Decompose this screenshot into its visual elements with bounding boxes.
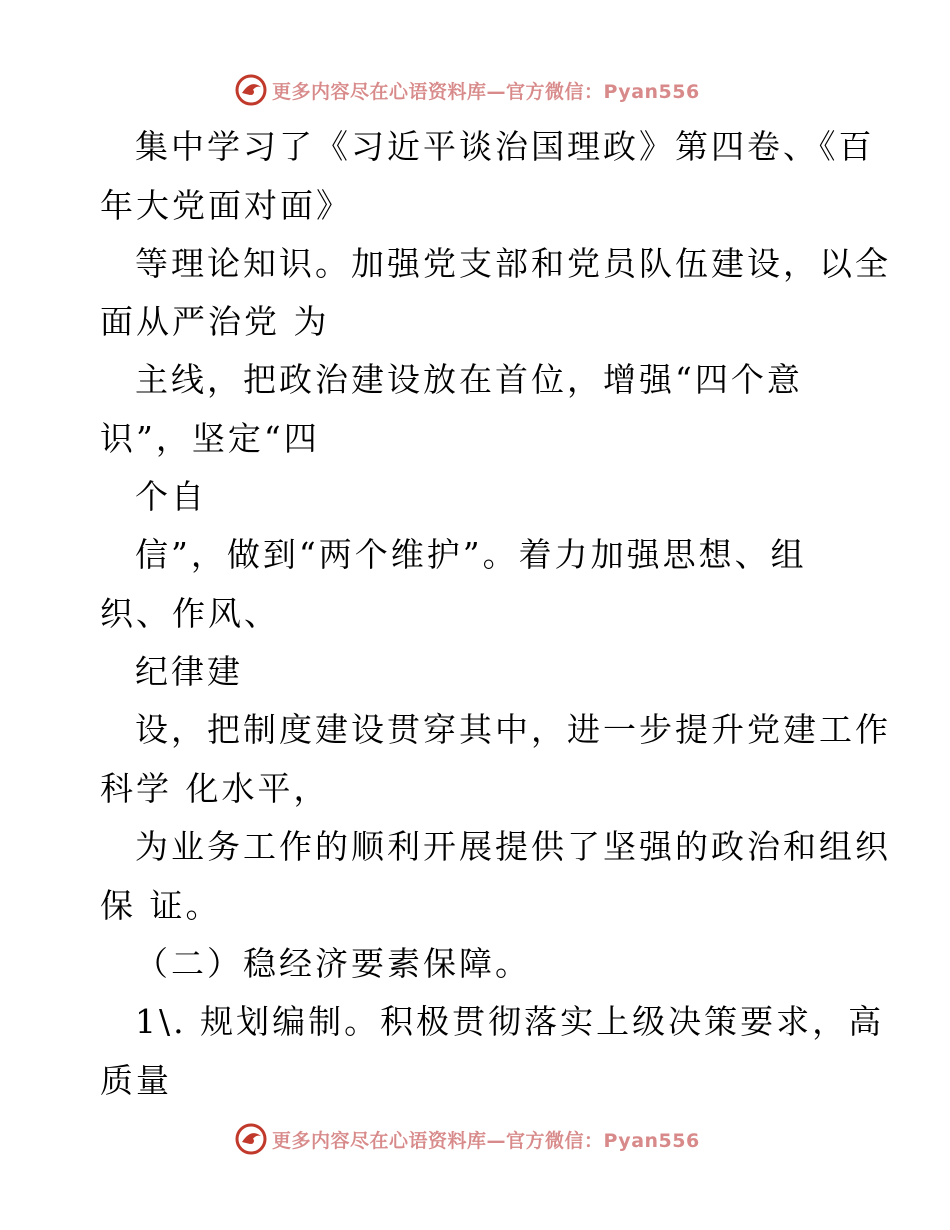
- text-line: 个自: [135, 477, 207, 516]
- text-line: 等理论知识。加强党支部和党员队伍建设，以全: [135, 244, 891, 283]
- watermark-wechat-label: 官方微信：: [506, 1129, 604, 1152]
- header-watermark: [234, 72, 700, 108]
- text-line: 识”，坚定“四: [100, 419, 320, 458]
- text-line: 1\. 规划编制。积极贯彻落实上级决策要求，高: [135, 1002, 885, 1041]
- text-line: 集中学习了《习近平谈治国理政》第四卷、《百: [135, 127, 875, 166]
- section-heading: （二）稳经济要素保障。: [135, 944, 531, 983]
- swirl-logo-icon: [234, 73, 268, 107]
- text-line: 设，把制度建设贯穿其中，进一步提升党建工作: [135, 710, 891, 749]
- watermark-brand: 更多内容尽在心语资料库: [272, 1129, 487, 1152]
- watermark-brand: 更多内容尽在心语资料库: [272, 80, 487, 103]
- footer-watermark: [234, 1121, 700, 1157]
- watermark-text: [272, 1126, 700, 1153]
- text-line: 织、作风、: [100, 594, 280, 633]
- text-line: 保 证。: [100, 886, 222, 925]
- text-line: 质量: [100, 1061, 172, 1100]
- watermark-wechat-id: Pyan556: [603, 1129, 700, 1152]
- text-line: 信”，做到“两个维护”。着力加强思想、组: [135, 535, 807, 574]
- watermark-separator: —: [486, 1129, 507, 1152]
- text-line: 年大党面对面》: [100, 186, 352, 225]
- text-line: 科学 化水平，: [100, 769, 330, 808]
- text-line: 为业务工作的顺利开展提供了坚强的政治和组织: [135, 827, 891, 866]
- watermark-wechat-label: 官方微信：: [506, 80, 604, 103]
- swirl-logo-icon: [234, 1122, 268, 1156]
- text-line: 面从严治党 为: [100, 302, 330, 341]
- watermark-wechat-id: Pyan556: [603, 80, 700, 103]
- text-line: 主线，把政治建设放在首位，增强“四个意: [135, 360, 803, 399]
- watermark-text: [272, 77, 700, 104]
- watermark-separator: —: [486, 80, 507, 103]
- text-line: 纪律建: [135, 652, 243, 691]
